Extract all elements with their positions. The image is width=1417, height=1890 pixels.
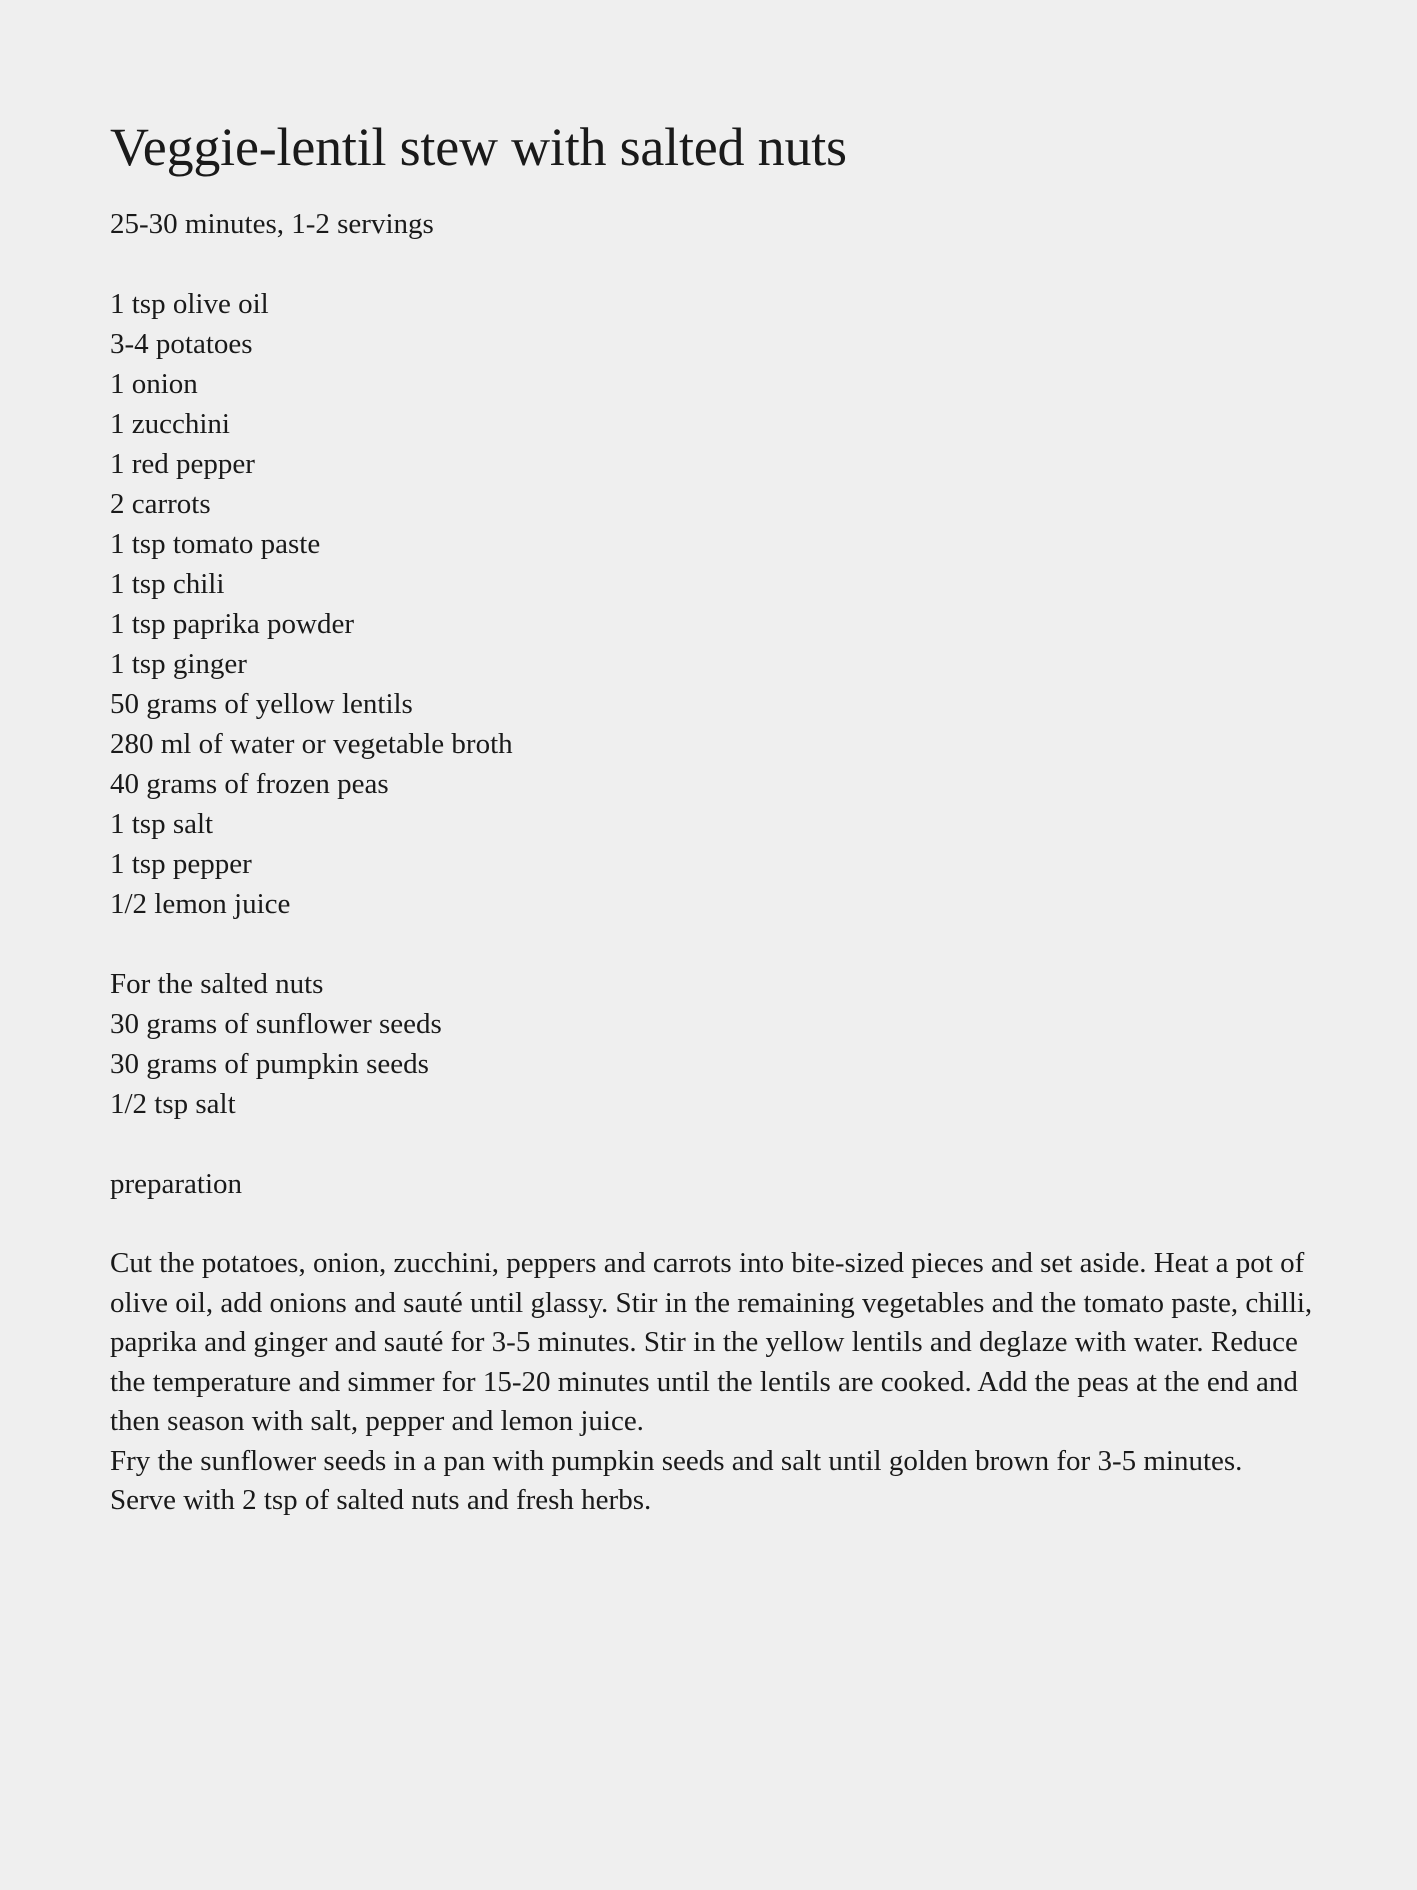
preparation-heading: preparation [110, 1168, 243, 1200]
ingredient-item: 1 tsp chili [110, 568, 225, 600]
ingredient-item: 1 tsp salt [110, 808, 214, 840]
preparation-section [110, 1164, 1317, 1521]
ingredient-list [110, 284, 1317, 924]
ingredient-item: 40 grams of frozen peas [110, 768, 389, 800]
ingredient-item: 280 ml of water or vegetable broth [110, 728, 513, 760]
salted-nuts-list [110, 964, 1317, 1124]
ingredient-item: 3-4 potatoes [110, 328, 253, 360]
ingredient-item: 1 tsp pepper [110, 848, 252, 880]
preparation-step: Fry the sunflower seeds in a pan with pumpkin seeds and salt until golden brown for 3-5 minutes. [110, 1444, 1243, 1477]
ingredient-item: 50 grams of yellow lentils [110, 688, 413, 720]
ingredient-item: 1/2 lemon juice [110, 888, 291, 920]
ingredient-item: 2 carrots [110, 488, 211, 520]
salted-nuts-item: 30 grams of pumpkin seeds [110, 1048, 429, 1080]
ingredient-item: 1 zucchini [110, 408, 230, 440]
preparation-step: Cut the potatoes, onion, zucchini, peppers and carrots into bite-sized pieces and set aside. Heat a pot of olive oil, add onions and sauté until glassy. Stir in the remaining vegetables and the tomato paste, chilli, paprika and ginger and sauté for 3-5 minutes. Stir in the yellow lentils and deglaze with water. Reduce the temperature and simmer for 15-20 minutes until the lentils are cooked. Add the peas at the end and then season with salt, pepper and lemon juice. [110, 1247, 1313, 1437]
recipe-time-servings: 25-30 minutes, 1-2 servings [110, 208, 434, 240]
ingredient-item: 1 tsp ginger [110, 648, 247, 680]
ingredient-item: 1 onion [110, 368, 198, 400]
ingredient-item: 1 tsp tomato paste [110, 528, 321, 560]
preparation-step: Serve with 2 tsp of salted nuts and fresh herbs. [110, 1484, 652, 1516]
salted-nuts-item: 1/2 tsp salt [110, 1088, 236, 1120]
ingredient-item: 1 red pepper [110, 448, 255, 480]
salted-nuts-heading: For the salted nuts [110, 968, 324, 1000]
ingredient-item: 1 tsp olive oil [110, 288, 269, 320]
recipe-title: Veggie-lentil stew with salted nuts [110, 117, 847, 177]
salted-nuts-item: 30 grams of sunflower seeds [110, 1008, 442, 1040]
ingredient-item: 1 tsp paprika powder [110, 608, 355, 640]
